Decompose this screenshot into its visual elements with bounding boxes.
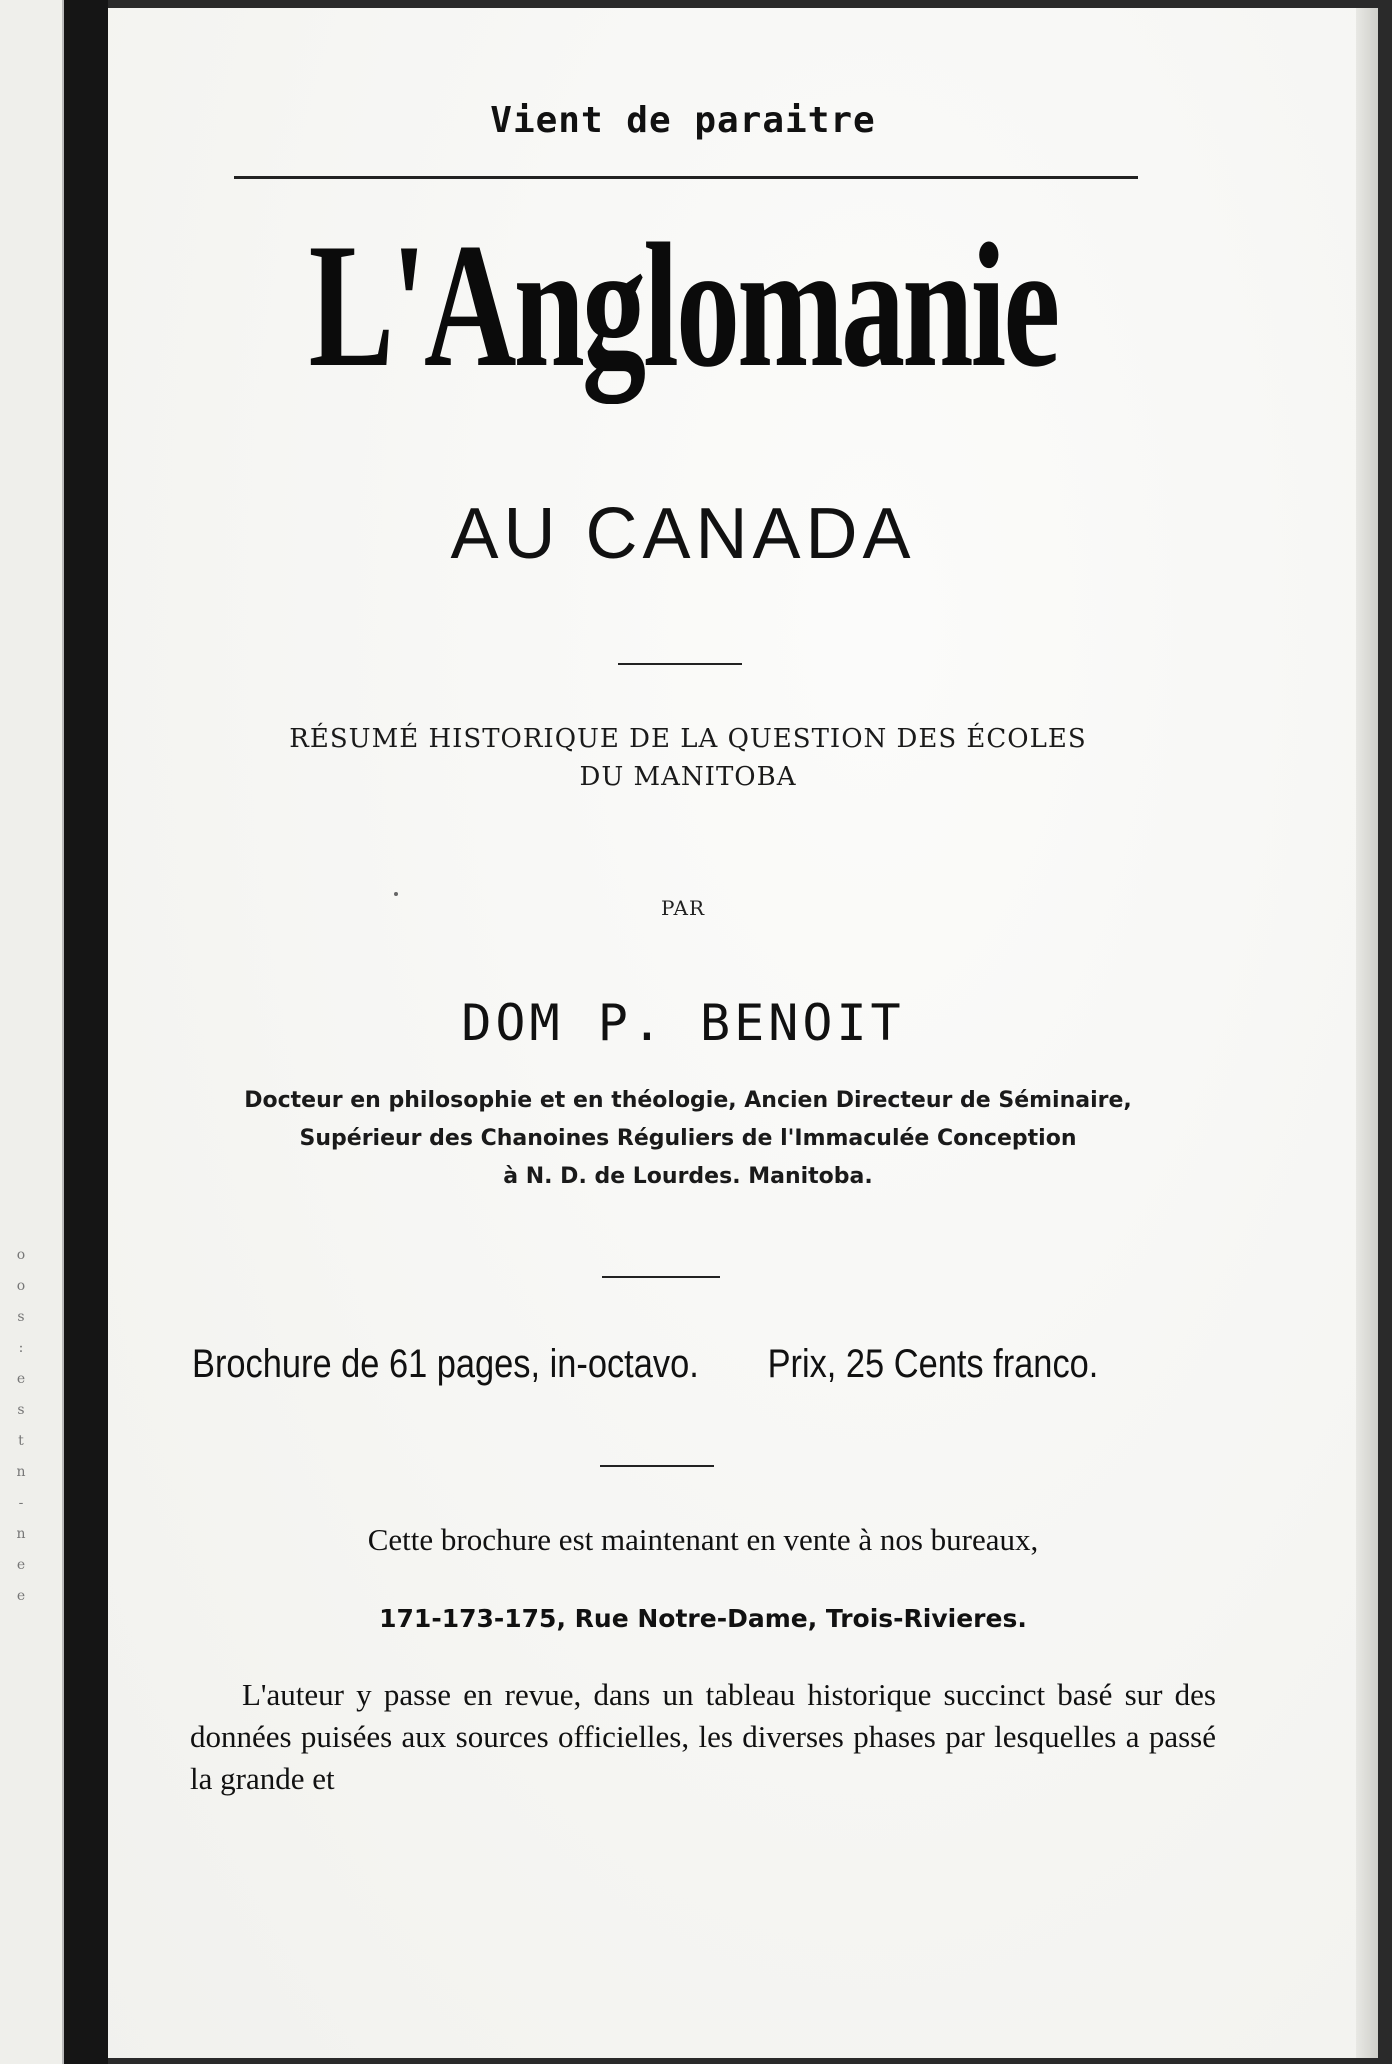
book-gutter [64,0,108,2064]
book-subtitle: AU CANADA [450,494,916,574]
availability-line: Cette brochure est maintenant en vente à nos bureaux, [367,1522,1039,1557]
divider-3 [600,1465,714,1467]
credentials-line-3: à N. D. de Lourdes. Manitoba. [503,1164,873,1189]
page-edge-shadow [1356,8,1378,2058]
previous-page-edge [0,0,64,2064]
brochure-price: Prix, 25 Cents franco. [767,1342,1099,1386]
document-page [108,8,1378,2058]
announcement-heading: Vient de paraitre [490,100,876,141]
book-title: L'Anglomanie [308,206,1058,404]
divider-2 [602,1276,720,1278]
resume-line-1: RÉSUMÉ HISTORIQUE DE LA QUESTION DES ÉCOLES [289,724,1087,754]
office-address: 171-173-175, Rue Notre-Dame, Trois-Rivieres. [379,1604,1027,1633]
author-name: DOM P. BENOIT [461,994,905,1052]
brochure-info [192,1342,1104,1387]
author-credentials [188,1082,1188,1196]
resume-block [188,720,1188,796]
by-label: PAR [660,896,706,920]
print-speck [394,892,398,896]
resume-line-2: DU MANITOBA [579,762,797,792]
brochure-details: Brochure de 61 pages, in-octavo. [192,1342,699,1386]
description-paragraph: L'auteur y passe en revue, dans un tableau historique succinct basé sur des données puisées aux sources officielles, les diverses phases par lesquelles a passé la grande et [190,1677,1216,1796]
credentials-line-1: Docteur en philosophie et en théologie, Ancien Directeur de Séminaire, [244,1088,1132,1113]
previous-page-margin-letters: o o s : e s t n - n e e [16,1247,26,1604]
divider-1 [618,663,742,665]
credentials-line-2: Supérieur des Chanoines Réguliers de l'Immaculée Conception [299,1126,1077,1151]
header-rule [234,176,1138,179]
